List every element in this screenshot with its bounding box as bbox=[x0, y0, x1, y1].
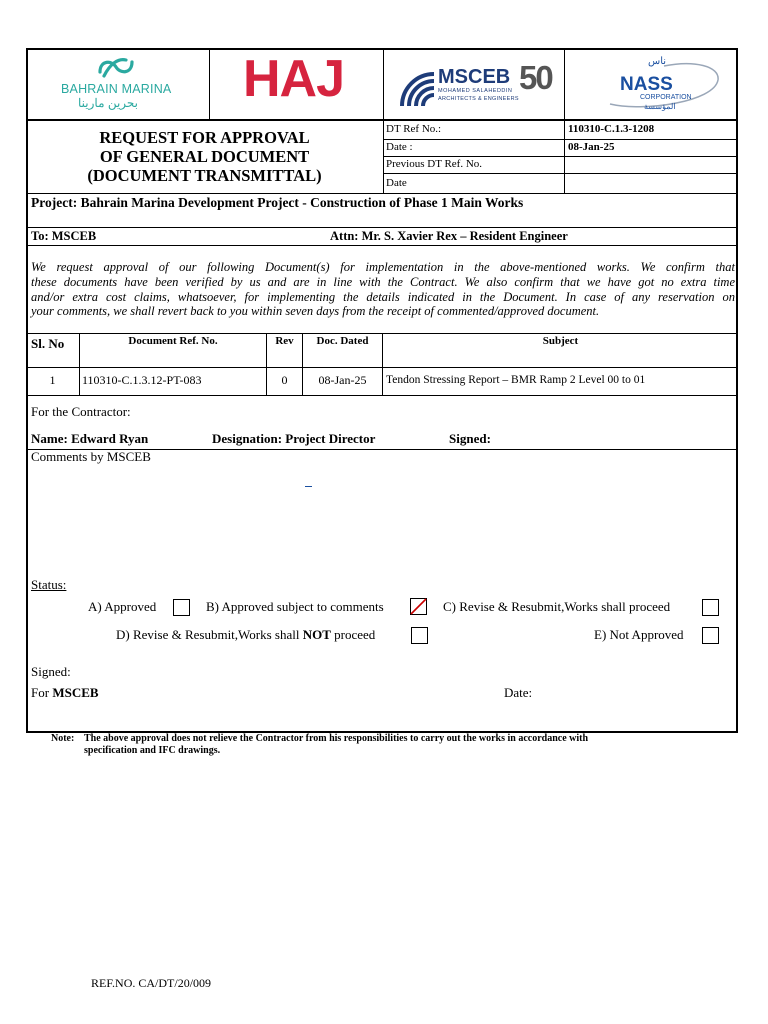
msceb-name: MSCEB bbox=[438, 66, 511, 88]
table-cell-subject: Tendon Stressing Report – BMR Ramp 2 Level 00 to 01 bbox=[386, 374, 646, 386]
option-text: proceed bbox=[330, 627, 376, 642]
contractor-signed-label: Signed: bbox=[449, 431, 491, 446]
request-paragraph bbox=[31, 260, 735, 319]
for-company: MSCEB bbox=[52, 685, 99, 700]
table-cell-sl-no: 1 bbox=[49, 373, 56, 387]
status-option-revise-proceed: C) Revise & Resubmit,Works shall proceed bbox=[443, 599, 671, 614]
not-approved-checkbox[interactable] bbox=[702, 627, 719, 644]
divider bbox=[26, 193, 738, 194]
haj-logo: HAJ bbox=[243, 50, 345, 108]
request-line: and/or extra cost claims, whatsoever, for implementing the details indicated in the Document. In case of any reservation on bbox=[31, 289, 735, 304]
divider bbox=[209, 48, 210, 119]
request-line: your comments, we shall revert back to you within seven days from the receipt of commented/approved document. bbox=[31, 304, 600, 319]
status-option-not-approved: E) Not Approved bbox=[594, 627, 684, 642]
approved-with-comments-checkbox[interactable] bbox=[410, 598, 427, 615]
contractor-designation: Designation: Project Director bbox=[212, 431, 376, 446]
nass-sub: CORPORATION bbox=[640, 94, 692, 101]
divider bbox=[383, 139, 738, 140]
for-contractor-label: For the Contractor: bbox=[31, 404, 131, 419]
note-line-1: The above approval does not relieve the Contractor from his responsibilities to carry out the works in accordance with bbox=[84, 733, 589, 744]
request-line: these documents have been verified by us and are in line with the Contract. We also confirm that we have got no extra time bbox=[31, 274, 735, 289]
title-line-1: REQUEST FOR APPROVAL bbox=[99, 128, 310, 147]
msceb-arc-icon bbox=[398, 68, 438, 108]
divider bbox=[383, 156, 738, 157]
divider bbox=[26, 119, 738, 121]
status-option-approved-with-comments: B) Approved subject to comments bbox=[206, 599, 384, 614]
msceb-logo bbox=[398, 59, 558, 112]
check-mark-icon bbox=[410, 598, 427, 615]
bahrain-marina-logo bbox=[40, 54, 200, 114]
msceb-signed-label: Signed: bbox=[31, 664, 71, 679]
msceb-line1: MOHAMED SALAHEDDIN bbox=[438, 88, 513, 94]
previous-dt-ref-label: Previous DT Ref. No. bbox=[386, 158, 483, 170]
table-header-sl-no: Sl. No bbox=[31, 336, 65, 351]
status-label: Status: bbox=[31, 577, 67, 592]
option-text: D) Revise & Resubmit,Works shall bbox=[116, 627, 303, 642]
divider bbox=[383, 173, 738, 174]
table-header-rev: Rev bbox=[275, 335, 294, 347]
document-title bbox=[28, 128, 381, 185]
attn-line: Attn: Mr. S. Xavier Rex – Resident Engineer bbox=[330, 229, 568, 243]
divider bbox=[26, 227, 738, 228]
contractor-name: Name: Edward Ryan bbox=[31, 431, 149, 446]
dt-ref-label: DT Ref No.: bbox=[386, 123, 442, 135]
date-label: Date : bbox=[386, 141, 413, 153]
title-line-2: OF GENERAL DOCUMENT bbox=[99, 147, 310, 166]
nass-arabic-bottom: المؤسسة bbox=[644, 102, 676, 111]
status-option-revise-not-proceed bbox=[116, 627, 375, 643]
divider bbox=[26, 395, 738, 396]
request-line: We request approval of our following Document(s) for implementation in the above-mentioned works. We confirm that bbox=[31, 260, 735, 274]
status-option-approved: A) Approved bbox=[88, 599, 157, 614]
revise-proceed-checkbox[interactable] bbox=[702, 599, 719, 616]
divider bbox=[26, 245, 738, 246]
revise-not-proceed-checkbox[interactable] bbox=[411, 627, 428, 644]
msceb-line2: ARCHITECTS & ENGINEERS bbox=[438, 96, 519, 102]
bahrain-marina-name: BAHRAIN MARINA bbox=[61, 82, 172, 96]
msceb-date-label: Date: bbox=[504, 685, 533, 700]
divider bbox=[383, 48, 384, 193]
note-label: Note: bbox=[51, 733, 75, 744]
table-cell-doc-dated: 08-Jan-25 bbox=[318, 373, 367, 387]
project-line: Project: Bahrain Marina Development Project - Construction of Phase 1 Main Works bbox=[31, 195, 524, 210]
for-text: For bbox=[31, 685, 53, 700]
table-header-doc-dated: Doc. Dated bbox=[316, 335, 369, 347]
footer-ref-no: REF.NO. CA/DT/20/009 bbox=[91, 976, 212, 990]
nass-logo bbox=[600, 54, 730, 114]
dt-ref-value: 110310-C.1.3-1208 bbox=[568, 123, 655, 135]
previous-date-label: Date bbox=[386, 177, 407, 189]
bahrain-marina-arabic: بحرين مارينا bbox=[78, 96, 139, 110]
table-row bbox=[26, 368, 738, 395]
comments-label: Comments by MSCEB bbox=[31, 449, 151, 464]
nass-name: NASS bbox=[620, 74, 673, 95]
for-msceb-label bbox=[31, 685, 99, 701]
table-header-subject: Subject bbox=[542, 335, 579, 347]
comment-mark bbox=[305, 486, 312, 487]
title-line-3: (DOCUMENT TRANSMITTAL) bbox=[87, 166, 322, 185]
marina-knot-icon bbox=[96, 56, 136, 78]
to-line: To: MSCEB bbox=[31, 229, 97, 243]
table-header-doc-ref: Document Ref. No. bbox=[128, 335, 218, 347]
option-text-emphasis: NOT bbox=[302, 627, 331, 642]
msceb-anniversary-badge: 50 bbox=[519, 59, 552, 96]
table-cell-rev: 0 bbox=[281, 373, 288, 387]
approved-checkbox[interactable] bbox=[173, 599, 190, 616]
nass-arabic-top: ناس bbox=[648, 56, 667, 67]
date-value: 08-Jan-25 bbox=[568, 141, 615, 153]
note-line-2: specification and IFC drawings. bbox=[84, 745, 221, 756]
table-cell-doc-ref: 110310-C.1.3.12-PT-083 bbox=[82, 373, 202, 387]
divider bbox=[564, 48, 565, 193]
